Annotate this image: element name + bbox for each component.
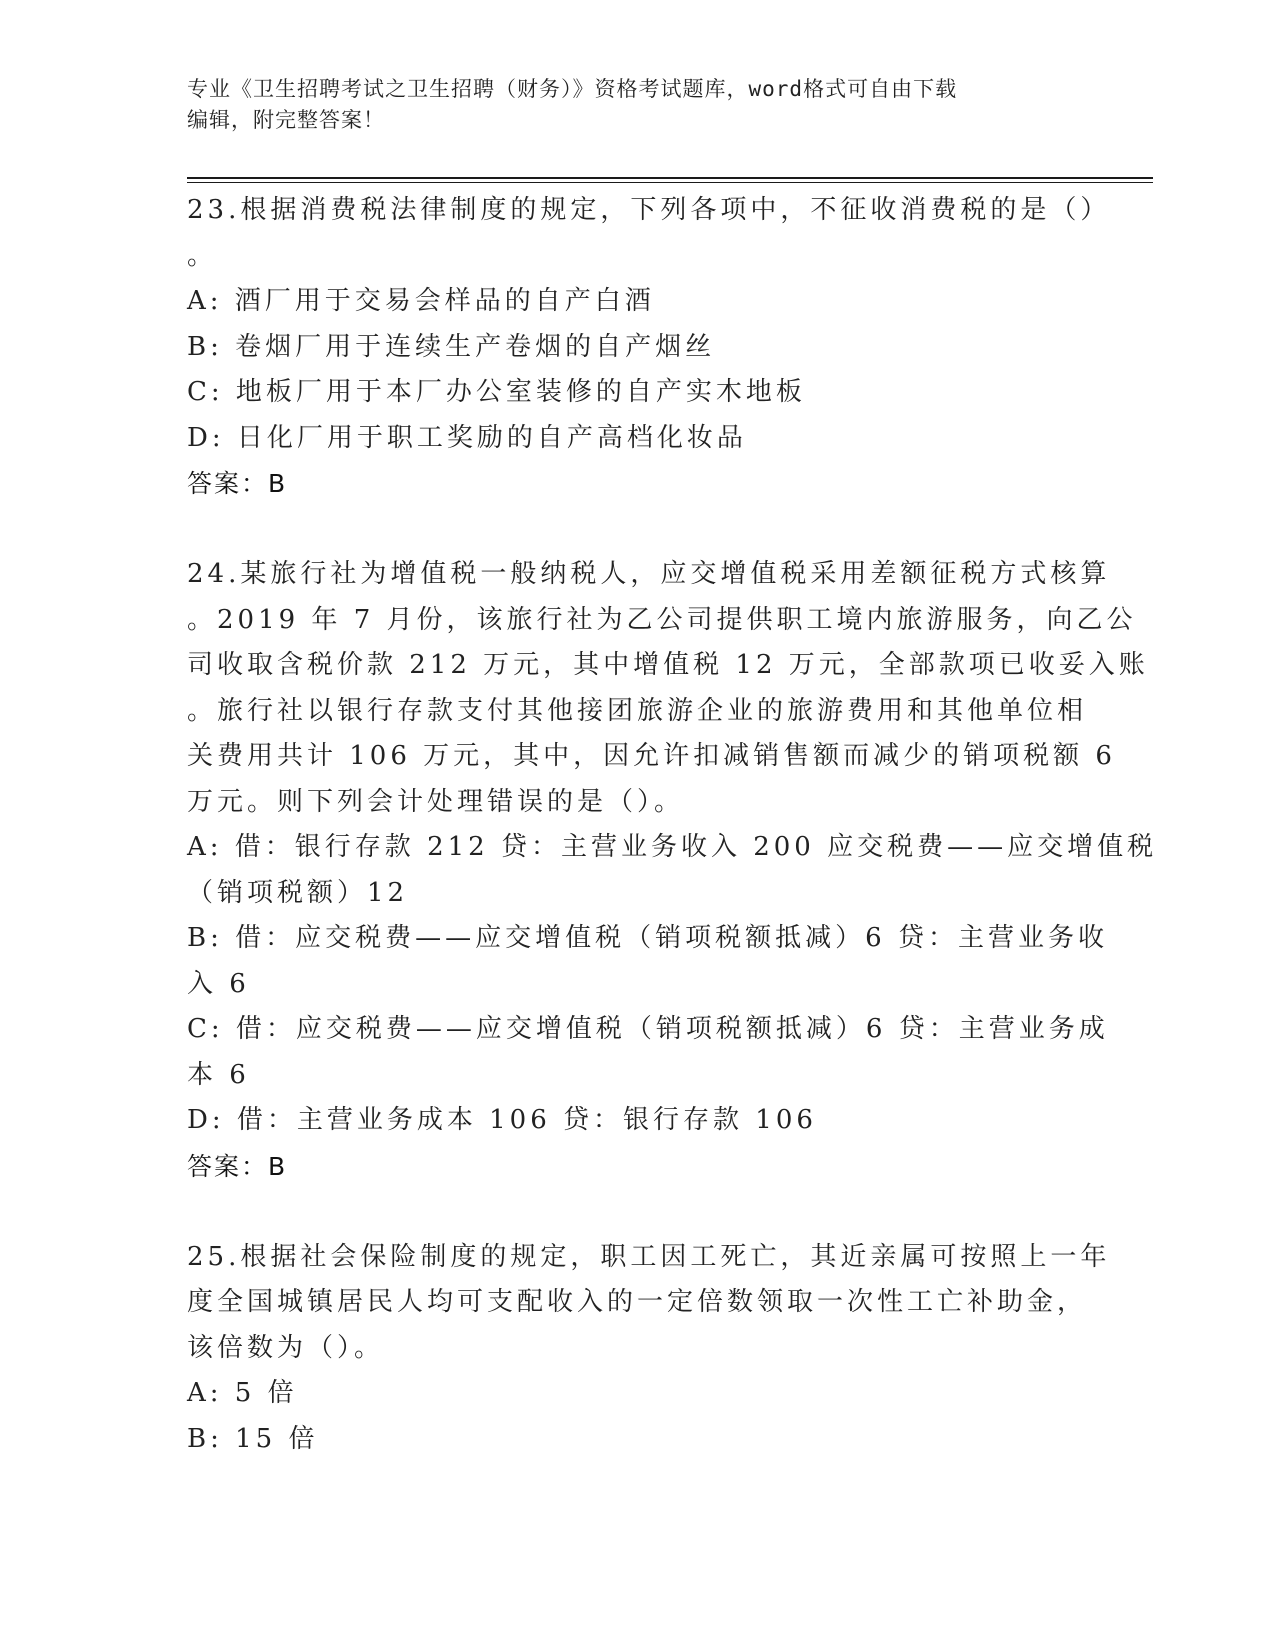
question-stem-line: 24.某旅行社为增值税一般纳税人，应交增值税采用差额征税方式核算 xyxy=(187,559,1111,589)
option-a: A: 借：银行存款 212 贷：主营业务收入 200 应交税费——应交增值税 xyxy=(187,832,1158,862)
answer-label: 答案：B xyxy=(187,469,288,498)
question-24 xyxy=(187,552,1158,1189)
option-c-continuation: 本 6 xyxy=(187,1059,250,1090)
question-stem-line: 度全国城镇居民人均可支配收入的一定倍数领取一次性工亡补助金， xyxy=(187,1287,1088,1317)
option-d: D: 借：主营业务成本 106 贷：银行存款 106 xyxy=(187,1105,817,1135)
question-list xyxy=(187,188,1158,1462)
question-stem-line: 。 xyxy=(187,240,218,271)
document-header xyxy=(187,74,1087,136)
question-spacer xyxy=(187,1189,1067,1235)
option-a-continuation: （销项税额）12 xyxy=(187,877,409,908)
option-a: A: 酒厂用于交易会样品的自产白酒 xyxy=(187,286,655,316)
option-a: A: 5 倍 xyxy=(187,1378,298,1408)
question-stem-line: 。旅行社以银行存款支付其他接团旅游企业的旅游费用和其他单位相 xyxy=(187,695,1088,726)
option-d: D: 日化厂用于职工奖励的自产高档化妆品 xyxy=(187,422,747,453)
header-divider-thick xyxy=(187,177,1153,179)
question-stem-line: 。2019 年 7 月份，该旅行社为乙公司提供职工境内旅游服务，向乙公 xyxy=(187,604,1137,635)
option-b-continuation: 入 6 xyxy=(187,968,250,999)
question-stem-line: 该倍数为（）。 xyxy=(187,1332,385,1363)
option-c: C: 借：应交税费——应交增值税（销项税额抵减）6 贷：主营业务成 xyxy=(187,1014,1109,1044)
header-line-2: 编辑，附完整答案！ xyxy=(187,108,385,132)
answer-label: 答案：B xyxy=(187,1151,288,1181)
header-divider-thin xyxy=(187,182,1153,183)
question-spacer xyxy=(187,507,1067,553)
question-stem-line: 司收取含税价款 212 万元，其中增值税 12 万元，全部款项已收妥入账 xyxy=(187,650,1149,680)
option-b: B: 15 倍 xyxy=(187,1423,319,1454)
option-c: C: 地板厂用于本厂办公室装修的自产实木地板 xyxy=(187,377,806,407)
header-line-1: 专业《卫生招聘考试之卫生招聘（财务）》资格考试题库，word格式可自由下载 xyxy=(187,77,958,101)
question-stem-line: 关费用共计 106 万元，其中，因允许扣减销售额而减少的销项税额 6 xyxy=(187,741,1116,771)
question-stem-line: 23.根据消费税法律制度的规定，下列各项中，不征收消费税的是（） xyxy=(187,195,1111,225)
question-stem-line: 25.根据社会保险制度的规定，职工因工死亡，其近亲属可按照上一年 xyxy=(187,1241,1111,1272)
question-23 xyxy=(187,188,1111,507)
question-25 xyxy=(187,1235,1111,1463)
option-b: B: 借：应交税费——应交增值税（销项税额抵减）6 贷：主营业务收 xyxy=(187,923,1108,953)
option-b: B: 卷烟厂用于连续生产卷烟的自产烟丝 xyxy=(187,331,716,362)
question-stem-line: 万元。则下列会计处理错误的是（）。 xyxy=(187,786,685,817)
